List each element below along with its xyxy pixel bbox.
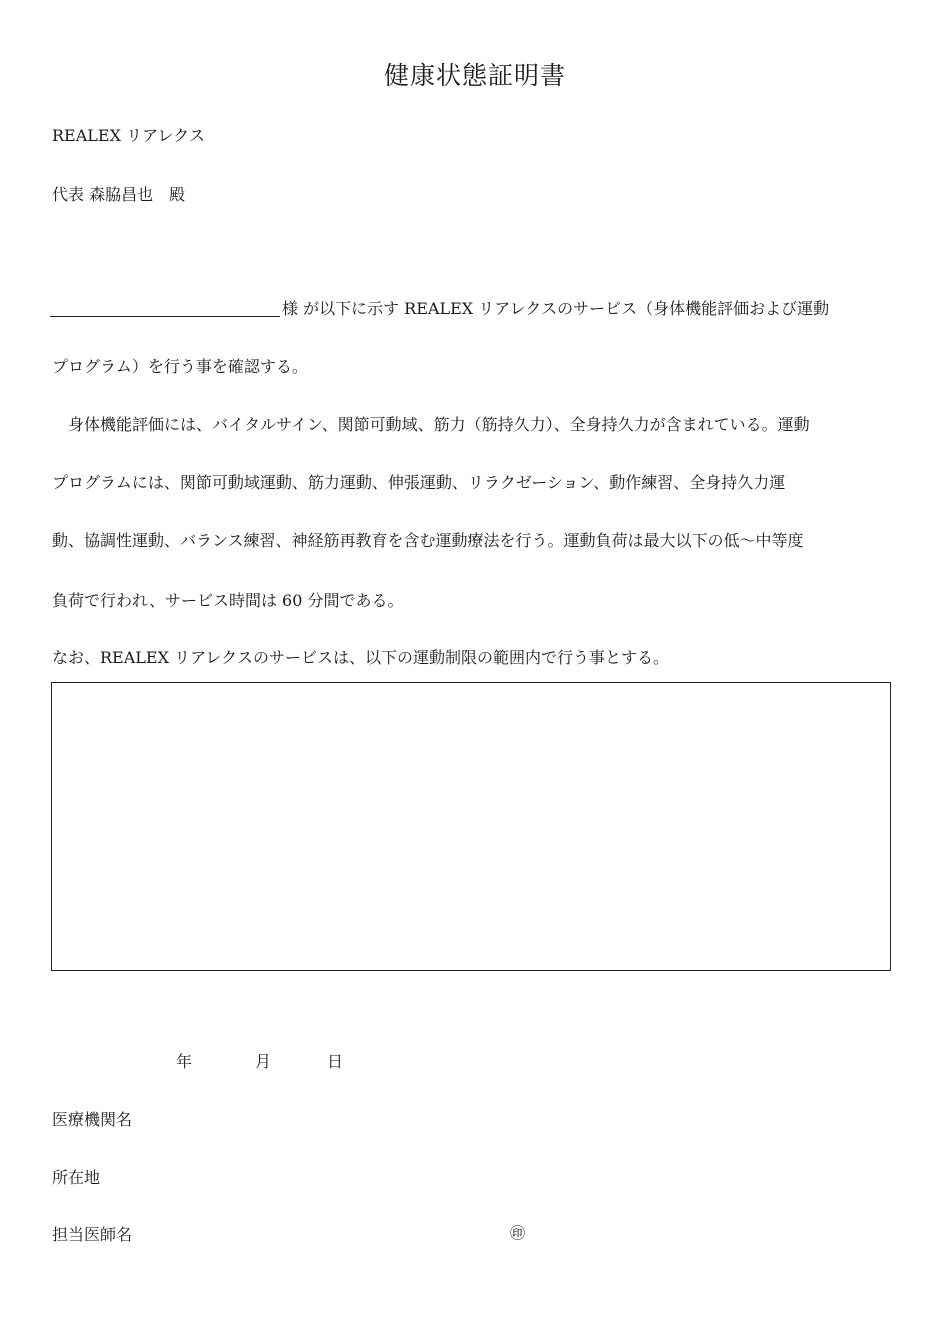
paragraph-line: 負荷で行われ、サービス時間は 60 分間である。	[52, 591, 404, 610]
paragraph-line: 身体機能評価には、バイタルサイン、関節可動域、筋力（筋持久力）、全身持久力が含まれている。運動	[52, 415, 810, 434]
date-day-label: 日	[327, 1052, 344, 1071]
paragraph-line: 様 が以下に示す REALEX リアレクスのサービス（身体機能評価および運動	[282, 299, 830, 318]
paragraph-line: プログラムには、関節可動域運動、筋力運動、伸張運動、リラクゼーション、動作練習、全身持久力運	[52, 473, 786, 492]
paragraph-line: なお、REALEX リアレクスのサービスは、以下の運動制限の範囲内で行う事とする。	[52, 648, 669, 667]
address-label: 所在地	[52, 1168, 101, 1187]
doctor-name-label: 担当医師名	[52, 1225, 133, 1244]
addressee-company: REALEX リアレクス	[52, 126, 205, 145]
date-month-label: 月	[255, 1052, 272, 1071]
patient-name-blank-line[interactable]	[50, 316, 280, 317]
paragraph-line: 動、協調性運動、バランス練習、神経筋再教育を含む運動療法を行う。運動負荷は最大以下の低～中等度	[52, 531, 804, 550]
addressee-representative: 代表 森脇昌也 殿	[52, 185, 186, 204]
exercise-restrictions-box[interactable]	[51, 682, 891, 971]
seal-mark: ㊞	[510, 1224, 526, 1242]
paragraph-line: プログラム）を行う事を確認する。	[52, 357, 308, 376]
institution-name-label: 医療機関名	[52, 1110, 133, 1129]
date-year-label: 年	[176, 1052, 193, 1071]
document-title: 健康状態証明書	[383, 61, 566, 90]
